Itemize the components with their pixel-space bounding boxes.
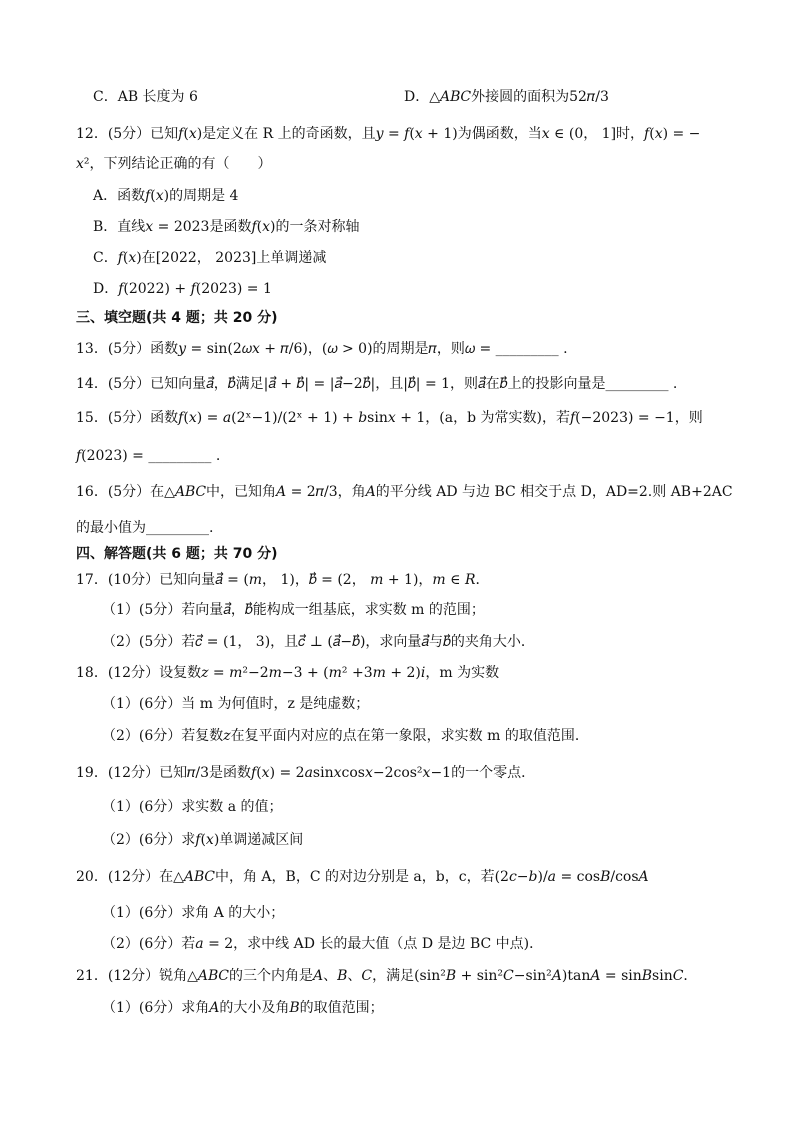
q16-line1: 16．(5分）在△𝐴𝐵𝐶中，已知角𝐴 = 2𝜋/3，角𝐴的平分线 AD 与边 BC 相交于点 D，AD=2.则 AB+2AC bbox=[76, 484, 733, 500]
q18-part1: （1）(6分）当 m 为何值时，z 是纯虚数； bbox=[102, 696, 370, 712]
q19-part2: （2）(6分）求𝑓(𝑥)单调递减区间 bbox=[102, 832, 304, 848]
q21-stem: 21．(12分）锐角△𝐴𝐵𝐶的三个内角是𝐴、𝐵、𝐶，满足(sin²𝐵 + sin²𝐶−sin²𝐴)tan𝐴 = sin𝐵sin𝐶． bbox=[76, 968, 698, 984]
q12-stem-line2: 𝑥²，下列结论正确的有（ ） bbox=[76, 156, 272, 172]
q13: 13．(5分）函数𝑦 = sin(2𝜔𝑥 + 𝜋/6)，(𝜔 > 0)的周期是𝜋，则𝜔 = _________ . bbox=[76, 341, 568, 357]
q17-stem: 17．(10分）已知向量𝑎⃗ = (𝑚， 1)，𝑏⃗ = (2， 𝑚 + 1)，𝑚 ∈ 𝑅． bbox=[76, 572, 490, 588]
q18-part2: （2）(6分）若复数𝑧在复平面内对应的点在第一象限，求实数 m 的取值范围． bbox=[102, 728, 589, 744]
q16-line2: 的最小值为_________. bbox=[76, 520, 214, 536]
q12-option-a: A．函数𝑓(𝑥)的周期是 4 bbox=[93, 188, 239, 204]
q17-part2: （2）(5分）若𝑐⃗ = (1， 3)，且𝑐⃗ ⊥ (𝑎⃗−𝑏⃗)，求向量𝑎⃗与𝑏⃗的夹角大小． bbox=[102, 634, 535, 650]
q11-option-d: D．△𝐴𝐵𝐶外接圆的面积为52𝜋/3 bbox=[404, 89, 609, 105]
q15-line1: 15．(5分）函数𝑓(𝑥) = 𝑎(2ˣ−1)/(2ˣ + 1) + 𝑏sin𝑥 + 1，(a，b 为常实数)，若𝑓(−2023) = −1，则 bbox=[76, 410, 703, 426]
q12-option-b: B．直线𝑥 = 2023是函数𝑓(𝑥)的一条对称轴 bbox=[93, 219, 360, 235]
q19-part1: （1）(6分）求实数 a 的值； bbox=[102, 799, 283, 815]
section-3-heading: 三、填空题(共 4 题；共 20 分) bbox=[76, 310, 278, 326]
section-4-heading: 四、解答题(共 6 题；共 70 分) bbox=[76, 546, 278, 562]
q18-stem: 18．(12分）设复数𝑧 = 𝑚²−2𝑚−3 + (𝑚² +3𝑚 + 2)𝑖，m 为实数 bbox=[76, 665, 500, 681]
q11-option-c: C．AB 长度为 6 bbox=[93, 89, 198, 105]
q19-stem: 19．(12分）已知𝜋/3是函数𝑓(𝑥) = 2𝑎sin𝑥cos𝑥−2cos²𝑥−1的一个零点． bbox=[76, 765, 536, 781]
q20-part2: （2）(6分）若𝑎 = 2，求中线 AD 长的最大值（点 D 是边 BC 中点)． bbox=[102, 936, 544, 952]
q12-option-d: D．𝑓(2022) + 𝑓(2023) = 1 bbox=[93, 281, 272, 297]
q12-stem-line1: 12．(5分）已知𝑓(𝑥)是定义在 R 上的奇函数，且𝑦 = 𝑓(𝑥 + 1)为偶函数，当𝑥 ∈ (0， 1]时，𝑓(𝑥) = − bbox=[76, 126, 701, 142]
q17-part1: （1）(5分）若向量𝑎⃗，𝑏⃗能构成一组基底，求实数 m 的范围； bbox=[102, 602, 485, 618]
q21-part1: （1）(6分）求角𝐴的大小及角𝐵的取值范围； bbox=[102, 1000, 384, 1016]
q15-line2: 𝑓(2023) = _________ . bbox=[76, 448, 221, 464]
q12-option-c: C．𝑓(𝑥)在[2022， 2023]上单调递减 bbox=[93, 250, 327, 266]
q20-stem: 20．(12分）在△𝐴𝐵𝐶中，角 A，B，C 的对边分别是 a，b，c，若(2𝑐−𝑏)/𝑎 = cos𝐵/cos𝐴 bbox=[76, 869, 649, 885]
q20-part1: （1）(6分）求角 A 的大小； bbox=[102, 905, 285, 921]
q14: 14．(5分）已知向量𝑎⃗，𝑏⃗满足|𝑎⃗ + 𝑏⃗| = |𝑎⃗−2𝑏⃗|，且|𝑏⃗| = 1，则𝑎⃗在𝑏⃗上的投影向量是_________ . bbox=[76, 376, 678, 392]
